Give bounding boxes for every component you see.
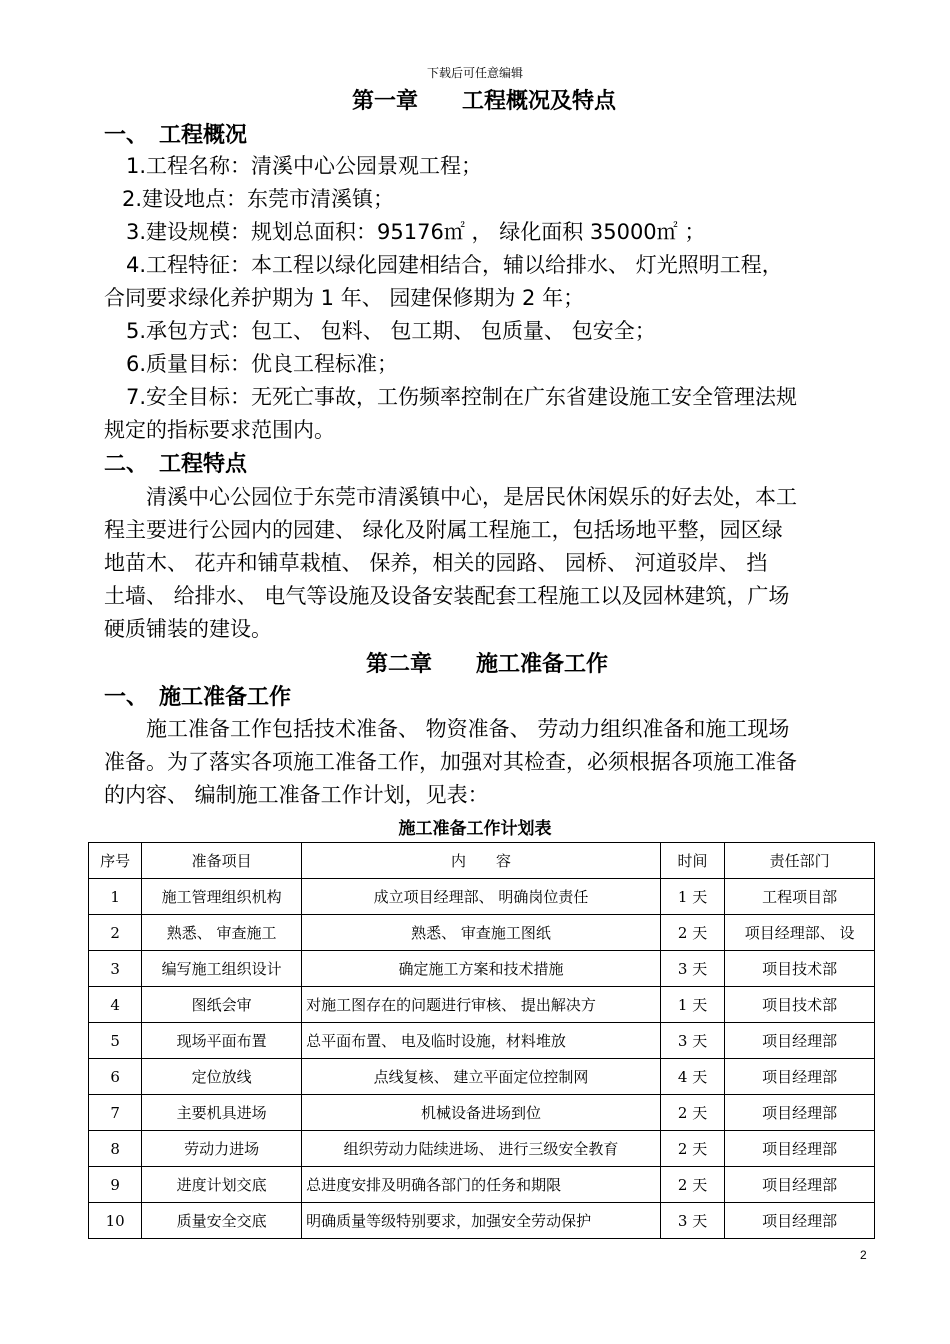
table-row — [89, 879, 875, 915]
table-row — [89, 1095, 875, 1131]
cell-dept: 项目经理部 — [725, 1095, 875, 1131]
section1-title: 一、 工程概况 — [104, 123, 248, 148]
cell-num: 3 — [89, 951, 142, 987]
cell-time: 2 天 — [660, 915, 724, 951]
cell-item: 质量安全交底 — [142, 1203, 302, 1239]
cell-content: 明确质量等级特别要求，加强安全劳动保护 — [302, 1203, 661, 1239]
cell-content: 组织劳动力陆续进场、 进行三级安全教育 — [302, 1131, 661, 1167]
cell-time: 1 天 — [660, 879, 724, 915]
table-row — [89, 1131, 875, 1167]
cell-time: 2 天 — [660, 1095, 724, 1131]
cell-num: 9 — [89, 1167, 142, 1203]
overview-item: 4.工程特征：本工程以绿化园建相结合，辅以给排水、 灯光照明工程， — [126, 253, 783, 277]
cell-dept: 项目经理部 — [725, 1131, 875, 1167]
table-title: 施工准备工作计划表 — [398, 819, 552, 839]
chapter2-title: 第二章 施工准备工作 — [366, 652, 609, 677]
cell-num: 8 — [89, 1131, 142, 1167]
table-row — [89, 987, 875, 1023]
prep-paragraph-line: 施工准备工作包括技术准备、 物资准备、 劳动力组织准备和施工现场 — [146, 717, 790, 741]
features-paragraph-line: 清溪中心公园位于东莞市清溪镇中心，是居民休闲娱乐的好去处，本工 — [146, 485, 797, 509]
overview-item: 6.质量目标：优良工程标准； — [126, 352, 399, 376]
overview-item: 规定的指标要求范围内。 — [104, 418, 335, 442]
cell-content: 总平面布置、 电及临时设施，材料堆放 — [302, 1023, 661, 1059]
cell-num: 7 — [89, 1095, 142, 1131]
table-row — [89, 1059, 875, 1095]
cell-item: 主要机具进场 — [142, 1095, 302, 1131]
cell-time: 4 天 — [660, 1059, 724, 1095]
cell-dept: 项目经理部 — [725, 1023, 875, 1059]
header-item: 准备项目 — [142, 843, 302, 879]
cell-dept: 项目技术部 — [725, 987, 875, 1023]
cell-num: 4 — [89, 987, 142, 1023]
cell-dept: 工程项目部 — [725, 879, 875, 915]
features-paragraph-line: 程主要进行公园内的园建、 绿化及附属工程施工，包括场地平整，园区绿 — [104, 518, 783, 542]
chapter2-section1-title: 一、 施工准备工作 — [104, 685, 292, 710]
cell-time: 3 天 — [660, 1203, 724, 1239]
chapter1-title: 第一章 工程概况及特点 — [352, 89, 617, 114]
cell-time: 2 天 — [660, 1131, 724, 1167]
cell-item: 现场平面布置 — [142, 1023, 302, 1059]
overview-item: 2.建设地点：东莞市清溪镇； — [122, 187, 395, 211]
header-content: 内 容 — [302, 843, 661, 879]
table-row — [89, 1167, 875, 1203]
cell-dept: 项目经理部、 设 — [725, 915, 875, 951]
cell-dept: 项目经理部 — [725, 1059, 875, 1095]
overview-item: 合同要求绿化养护期为 1 年、 园建保修期为 2 年； — [104, 286, 585, 310]
cell-content: 对施工图存在的问题进行审核、 提出解决方 — [302, 987, 661, 1023]
cell-num: 6 — [89, 1059, 142, 1095]
cell-item: 编写施工组织设计 — [142, 951, 302, 987]
header-note: 下载后可任意编辑 — [426, 66, 523, 80]
table-row — [89, 1203, 875, 1239]
cell-item: 定位放线 — [142, 1059, 302, 1095]
cell-num: 2 — [89, 915, 142, 951]
overview-item: 5.承包方式：包工、 包料、 包工期、 包质量、 包安全； — [126, 319, 656, 343]
cell-num: 10 — [89, 1203, 142, 1239]
plan-table — [88, 842, 875, 1239]
section2-title: 二、 工程特点 — [104, 452, 248, 477]
cell-content: 成立项目经理部、 明确岗位责任 — [302, 879, 661, 915]
cell-item: 劳动力进场 — [142, 1131, 302, 1167]
cell-dept: 项目经理部 — [725, 1203, 875, 1239]
prep-paragraph-line: 的内容、 编制施工准备工作计划，见表： — [104, 783, 489, 807]
overview-item: 1.工程名称：清溪中心公园景观工程； — [126, 154, 483, 178]
cell-dept: 项目经理部 — [725, 1167, 875, 1203]
overview-item: 3.建设规模：规划总面积：95176㎡ ， 绿化面积 35000㎡ ； — [126, 220, 706, 244]
cell-item: 图纸会审 — [142, 987, 302, 1023]
cell-content: 点线复核、 建立平面定位控制网 — [302, 1059, 661, 1095]
header-num: 序号 — [89, 843, 142, 879]
page-number: 2 — [860, 1248, 867, 1262]
overview-item: 7.安全目标：无死亡事故，工伤频率控制在广东省建设施工安全管理法规 — [126, 385, 798, 409]
cell-time: 1 天 — [660, 987, 724, 1023]
features-paragraph-line: 地苗木、 花卉和铺草栽植、 保养，相关的园路、 园桥、 河道驳岸、 挡 — [104, 551, 768, 575]
features-paragraph-line: 硬质铺装的建设。 — [104, 617, 272, 641]
cell-dept: 项目技术部 — [725, 951, 875, 987]
cell-item: 进度计划交底 — [142, 1167, 302, 1203]
cell-item: 施工管理组织机构 — [142, 879, 302, 915]
cell-content: 机械设备进场到位 — [302, 1095, 661, 1131]
header-dept: 责任部门 — [725, 843, 875, 879]
cell-num: 5 — [89, 1023, 142, 1059]
table-header-row — [89, 843, 875, 879]
cell-content: 确定施工方案和技术措施 — [302, 951, 661, 987]
table-row — [89, 1023, 875, 1059]
cell-content: 熟悉、 审查施工图纸 — [302, 915, 661, 951]
cell-item: 熟悉、 审查施工 — [142, 915, 302, 951]
features-paragraph-line: 土墙、 给排水、 电气等设施及设备安装配套工程施工以及园林建筑，广场 — [104, 584, 790, 608]
table-row — [89, 915, 875, 951]
table-row — [89, 951, 875, 987]
cell-content: 总进度安排及明确各部门的任务和期限 — [302, 1167, 661, 1203]
cell-time: 2 天 — [660, 1167, 724, 1203]
header-time: 时间 — [660, 843, 724, 879]
cell-time: 3 天 — [660, 1023, 724, 1059]
prep-paragraph-line: 准备。为了落实各项施工准备工作，加强对其检查，必须根据各项施工准备 — [104, 750, 797, 774]
cell-time: 3 天 — [660, 951, 724, 987]
cell-num: 1 — [89, 879, 142, 915]
